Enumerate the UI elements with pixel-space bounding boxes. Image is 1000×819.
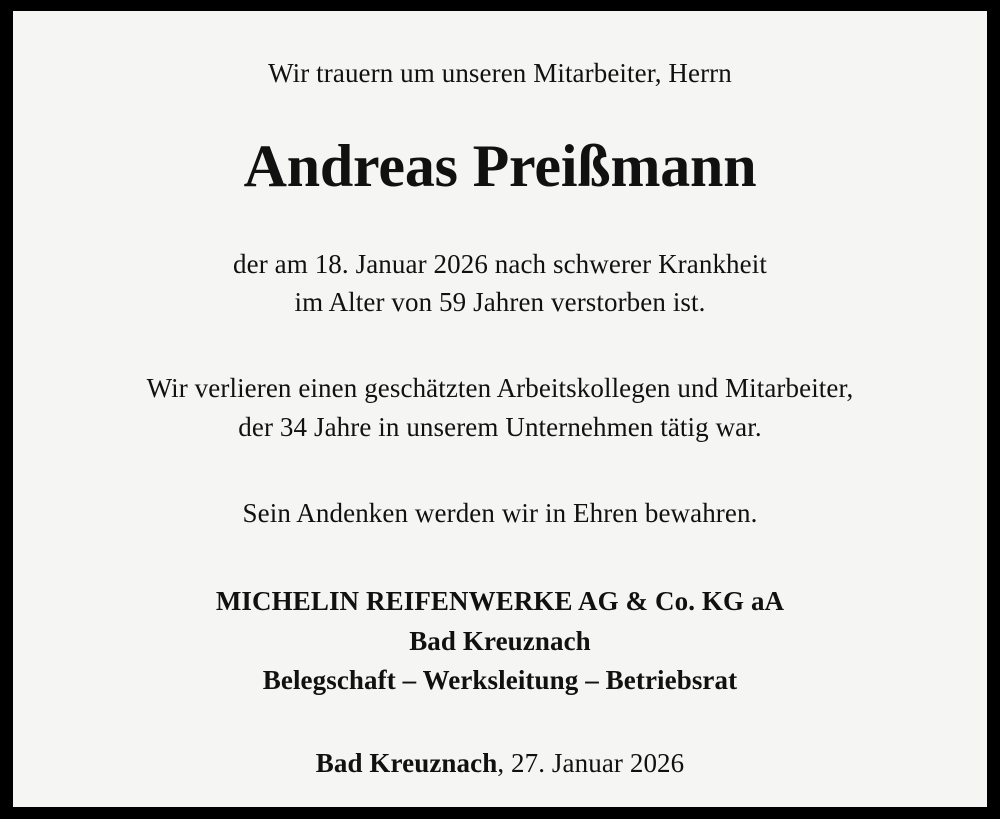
memory-statement — [243, 494, 758, 532]
death-line-2: im Alter von 59 Jahren verstorben ist. — [294, 287, 706, 318]
notice-paper — [13, 11, 987, 807]
loss-statement — [147, 369, 854, 446]
company-signature — [216, 582, 784, 699]
company-name: MICHELIN REIFENWERKE AG & Co. KG aA — [215, 586, 785, 617]
loss-line-2: der 34 Jahre in unserem Unternehmen tätig war. — [238, 411, 762, 442]
memory-line: Sein Andenken werden wir in Ehren bewahren. — [242, 498, 758, 529]
death-line-1: der am 18. Januar 2026 nach schwerer Krankheit — [233, 248, 767, 279]
company-location: Bad Kreuznach — [409, 625, 591, 656]
footer-date: , 27. Januar 2026 — [497, 747, 685, 778]
footer-place-date — [316, 748, 685, 779]
deceased-name: Andreas Preißmann — [243, 132, 757, 199]
death-details — [233, 245, 767, 322]
company-groups: Belegschaft – Werksleitung – Betriebsrat — [262, 664, 738, 695]
intro-text: Wir trauern um unseren Mitarbeiter, Herrn — [268, 58, 732, 88]
footer-place: Bad Kreuznach — [315, 747, 498, 778]
loss-line-1: Wir verlieren einen geschätzten Arbeitskollegen und Mitarbeiter, — [146, 373, 854, 404]
